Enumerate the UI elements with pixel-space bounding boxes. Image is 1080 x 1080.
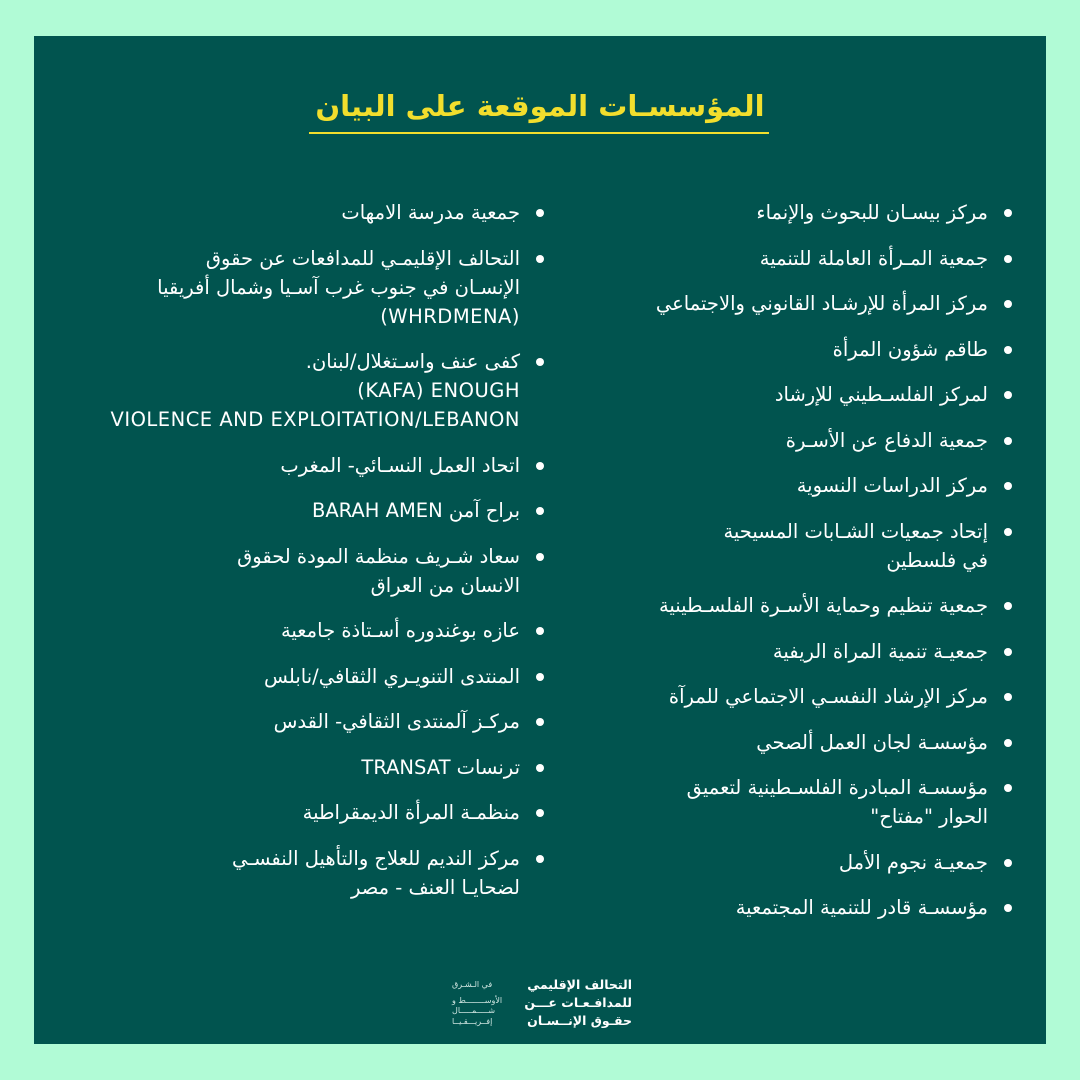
bullet-icon bbox=[1004, 693, 1012, 701]
list-item-text: لمركز الفلسـطيني للإرشاد bbox=[774, 383, 988, 406]
bullet-icon bbox=[1004, 300, 1012, 308]
bullet-icon bbox=[536, 507, 544, 515]
list-item-text: ترنسات TRANSAT bbox=[361, 755, 520, 779]
list-item bbox=[56, 198, 546, 227]
list-item-text: جمعية تنظيم وحماية الأسـرة الفلسـطينية bbox=[658, 594, 988, 617]
list-item bbox=[554, 773, 1014, 831]
list-item-text: مركز بيسـان للبحوث والإنماء bbox=[756, 201, 988, 224]
list-item-text: مركز المرأة للإرشـاد القانوني والاجتماعي bbox=[655, 292, 988, 315]
logo-line-2: للمدافـعـات عـــن bbox=[524, 995, 632, 1010]
list-item-text: سعاد شـريف منظمة المودة لحقوق bbox=[237, 544, 520, 568]
list-item-text: الحوار "مفتاح" bbox=[870, 805, 988, 828]
list-item-text: المنتدى التنويـري الثقافي/نابلس bbox=[264, 664, 520, 688]
list-item-text: الإنسـان في جنوب غرب آسـيا وشمال أفريقيا bbox=[157, 275, 520, 299]
bullet-icon bbox=[1004, 255, 1012, 263]
list-item bbox=[56, 753, 546, 782]
list-item bbox=[554, 848, 1014, 877]
list-item bbox=[56, 244, 546, 331]
list-item-text: جمعية الدفاع عن الأسـرة bbox=[785, 428, 988, 452]
list-item bbox=[56, 347, 546, 434]
list-item-text: VIOLENCE AND EXPLOITATION/LEBANON bbox=[110, 408, 520, 431]
bullet-icon bbox=[536, 553, 544, 561]
list-item-text: مؤسسـة المبادرة الفلسـطينية لتعميق bbox=[686, 776, 988, 799]
list-item-text: طاقم شؤون المرأة bbox=[832, 337, 988, 361]
list-item bbox=[554, 682, 1014, 711]
list-item-text: لضحايـا العنف - مصر bbox=[350, 875, 520, 899]
list-item bbox=[554, 517, 1014, 575]
bullet-icon bbox=[536, 209, 544, 217]
list-item bbox=[554, 591, 1014, 620]
bullet-icon bbox=[536, 255, 544, 263]
list-item-text: براح آمن BARAH AMEN bbox=[311, 499, 520, 522]
list-item-text: اتحاد العمل النسـائي- المغرب bbox=[280, 453, 520, 477]
logo-sub-4: إفــريـــقـيــا bbox=[452, 1017, 493, 1026]
list-item-text: مركز النديم للعلاج والتأهيل النفسـي bbox=[232, 846, 520, 870]
page-title: المؤسسـات الموقعة على البيان bbox=[315, 89, 765, 123]
bullet-icon bbox=[536, 673, 544, 681]
list-item bbox=[554, 289, 1014, 318]
list-item bbox=[554, 728, 1014, 757]
list-item bbox=[56, 707, 546, 736]
list-item bbox=[56, 844, 546, 902]
bullet-icon bbox=[1004, 482, 1012, 490]
list-item-text: مركـز آلمنتدى الثقافي- القدس bbox=[273, 710, 520, 733]
bullet-icon bbox=[1004, 528, 1012, 536]
list-item bbox=[554, 244, 1014, 273]
bullet-icon bbox=[536, 462, 544, 470]
bullet-icon bbox=[1004, 346, 1012, 354]
bullet-icon bbox=[536, 358, 544, 366]
list-item-text: منظمـة المرأة الديمقراطية bbox=[302, 801, 520, 824]
list-item-text: جمعيـة نجوم الأمل bbox=[838, 850, 988, 874]
list-item bbox=[56, 798, 546, 827]
list-item-text: إتحاد جمعيات الشـابات المسيحية bbox=[723, 519, 988, 543]
bullet-icon bbox=[1004, 784, 1012, 792]
list-item-text: جمعية مدرسة الامهات bbox=[341, 201, 520, 224]
list-item bbox=[554, 426, 1014, 455]
list-item-text: (KAFA) ENOUGH bbox=[357, 379, 520, 402]
list-item-text: جمعيـة تنمية المراة الريفية bbox=[772, 639, 988, 663]
list-item bbox=[56, 662, 546, 691]
bullet-icon bbox=[1004, 391, 1012, 399]
list-item-text: جمعية المـرأة العاملة للتنمية bbox=[759, 246, 988, 270]
bullet-icon bbox=[1004, 648, 1012, 656]
bullet-icon bbox=[536, 764, 544, 772]
list-item-text: في فلسطين bbox=[886, 548, 988, 572]
list-item bbox=[554, 637, 1014, 666]
bullet-icon bbox=[1004, 904, 1012, 912]
statement-panel bbox=[34, 36, 1046, 1044]
logo-line-1: التحالف الإقليمي bbox=[527, 977, 632, 992]
list-item bbox=[554, 380, 1014, 409]
list-item bbox=[554, 471, 1014, 500]
logo-line-3: حقـوق الإنــسـان bbox=[527, 1013, 632, 1028]
logo-sub-2: الأوســــــــط و bbox=[452, 996, 503, 1005]
list-item bbox=[554, 893, 1014, 922]
title-underline bbox=[309, 132, 769, 134]
list-item-text: مؤسسـة قادر للتنمية المجتمعية bbox=[735, 896, 988, 919]
list-item-text: مؤسسـة لجان العمل ألصحي bbox=[756, 730, 988, 754]
list-item-text: عازه بوغندوره أسـتاذة جامعية bbox=[280, 619, 520, 642]
signatories-list-right bbox=[554, 198, 1014, 939]
list-item-text: مركز الإرشاد النفسـي الاجتماعي للمرآة bbox=[668, 685, 988, 708]
list-item-text: كفى عنف واسـتغلال/لبنان. bbox=[305, 350, 520, 373]
list-item-text: مركز الدراسات النسوية bbox=[796, 474, 988, 497]
bullet-icon bbox=[1004, 859, 1012, 867]
list-item-text: (WHRDMENA) bbox=[380, 304, 520, 328]
bullet-icon bbox=[1004, 739, 1012, 747]
bullet-icon bbox=[1004, 602, 1012, 610]
list-item-text: التحالف الإقليمـي للمدافعات عن حقوق bbox=[205, 246, 520, 270]
bullet-icon bbox=[1004, 209, 1012, 217]
bullet-icon bbox=[536, 627, 544, 635]
bullet-icon bbox=[536, 809, 544, 817]
bullet-icon bbox=[1004, 437, 1012, 445]
list-item bbox=[554, 335, 1014, 364]
list-item-text: الانسان من العراق bbox=[370, 573, 520, 597]
signatories-list-left bbox=[56, 198, 546, 918]
logo-sub-1: في الـشـرق bbox=[452, 980, 493, 989]
list-item bbox=[554, 198, 1014, 227]
logo-sub-3: شـــــمـــــال bbox=[452, 1006, 496, 1015]
bullet-icon bbox=[536, 718, 544, 726]
list-item bbox=[56, 451, 546, 480]
bullet-icon bbox=[536, 855, 544, 863]
coalition-logo bbox=[452, 976, 632, 1032]
list-item bbox=[56, 616, 546, 645]
list-item bbox=[56, 496, 546, 525]
list-item bbox=[56, 542, 546, 600]
